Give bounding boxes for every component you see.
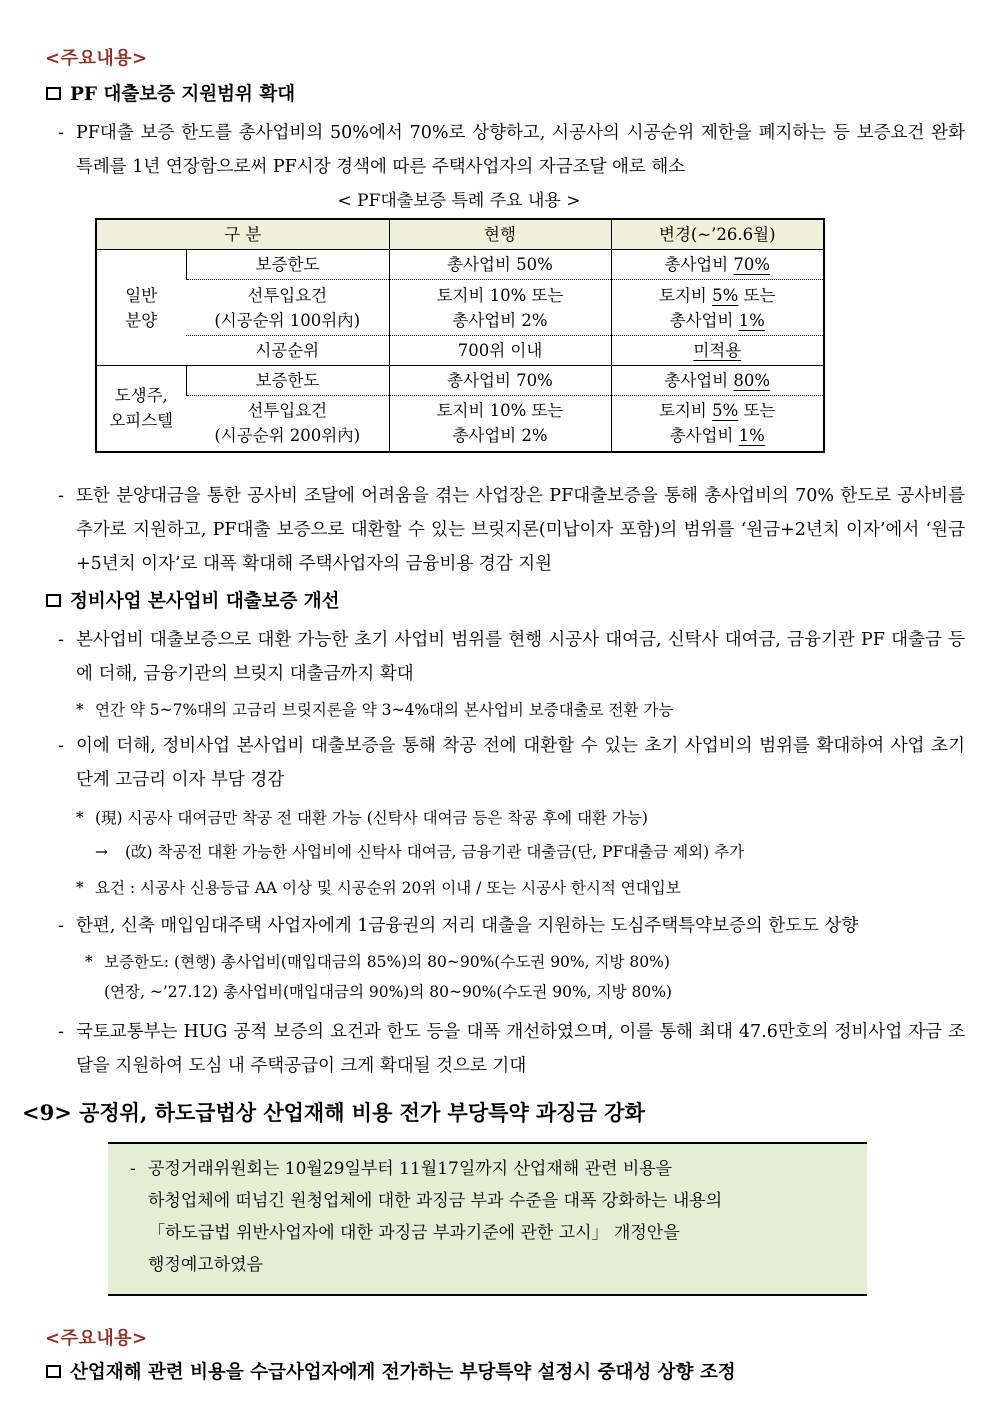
dash-marker: -	[58, 915, 64, 936]
cell-changed: 토지비 5% 또는 총사업비 1%	[611, 280, 824, 336]
star-marker: *	[76, 878, 84, 897]
square-bullet-icon	[46, 1365, 61, 1378]
footnote-text: 연간 약 5~7%대의 고금리 브릿지론을 약 3~4%대의 본사업비 보증대출로 전환 가능	[95, 700, 674, 719]
dash-marker: -	[58, 629, 64, 650]
table-header-row	[96, 219, 824, 250]
heading-text: 정비사업 본사업비 대출보증 개선	[70, 590, 340, 612]
table-row	[96, 280, 824, 336]
paragraph-text: 본사업비 대출보증으로 대환 가능한 초기 사업비 범위를 현행 시공사 대여금, 신탁사 대여금, 금융기관 PF 대출금 등에 더해, 금융기관의 브릿지 대출금까지 확대	[76, 629, 965, 684]
footnote-requirements	[45, 873, 965, 903]
cell-current: 토지비 10% 또는 총사업비 2%	[389, 396, 611, 452]
cell-current: 총사업비 50%	[389, 250, 611, 280]
cell-current: 토지비 10% 또는 총사업비 2%	[389, 280, 611, 336]
footnote-revised-rule	[45, 837, 965, 867]
star-marker: *	[85, 952, 93, 971]
table-header-changed: 변경(~’26.6월)	[611, 219, 824, 250]
dash-marker: -	[58, 1021, 64, 1042]
star-marker: *	[76, 700, 84, 719]
paragraph-text: 국토교통부는 HUG 공적 보증의 요건과 한도 등을 대폭 개선하였으며, 이를 통해 최대 47.6만호의 정비사업 자금 조달을 지원하여 도심 내 주택공급이 크게 확대될 것으로 기대	[76, 1021, 965, 1076]
footnote-guarantee-limit	[45, 947, 965, 1007]
footnote-text: (改) 착공전 대환 가능한 사업비에 신탁사 대여금, 금융기관 대출금(단, PF대출금 제외) 추가	[125, 842, 745, 861]
square-bullet-icon	[46, 594, 61, 607]
dash-marker: -	[130, 1158, 136, 1179]
heading-main-project-cost	[45, 589, 965, 615]
table-row	[96, 396, 824, 452]
table-row	[96, 250, 824, 280]
heading-pf-guarantee-expansion	[45, 82, 965, 108]
cell-changed: 미적용	[611, 336, 824, 366]
footnote-interest-rates	[45, 695, 965, 725]
paragraph-text: 한편, 신축 매입임대주택 사업자에게 1금융권의 저리 대출을 지원하는 도심주택특약보증의 한도도 상향	[76, 915, 859, 936]
paragraph-text: 이에 더해, 정비사업 본사업비 대출보증을 통해 착공 전에 대환할 수 있는 초기 사업비의 범위를 확대하여 사업 초기 단계 고금리 이자 부담 경감	[76, 735, 965, 790]
dash-marker: -	[58, 485, 64, 506]
table-header-current: 현행	[389, 219, 611, 250]
paragraph-pre-construction	[45, 729, 965, 797]
cell-item: 선투입요건 (시공순위 100위內)	[186, 280, 389, 336]
square-bullet-icon	[46, 87, 61, 100]
cell-current: 700위 이내	[389, 336, 611, 366]
group-label-dosaengju-officetel: 도생주, 오피스텔	[96, 366, 186, 452]
section-label-main-content-2: <주요내용>	[45, 1327, 148, 1349]
paragraph-molit-conclusion	[45, 1015, 965, 1083]
cell-item: 보증한도	[186, 366, 389, 396]
star-marker: *	[76, 808, 84, 827]
dash-marker: -	[58, 735, 64, 756]
cell-item: 보증한도	[186, 250, 389, 280]
footnote-current-rule	[45, 803, 965, 833]
footnote-text: 요건 : 시공사 신용등급 AA 이상 및 시공순위 20위 이내 / 또는 시공사 한시적 연대입보	[95, 878, 681, 897]
heading-text: PF 대출보증 지원범위 확대	[70, 84, 296, 105]
dash-marker: -	[58, 123, 64, 143]
cell-item: 시공순위	[186, 336, 389, 366]
footnote-text: 보증한도: (현행) 총사업비(매입대금의 85%)의 80~90%(수도권 90%, 지방 80%) (연장, ~’27.12) 총사업비(매입대금의 90%)의 80~90%(수도권 90%, 지방 80%)	[104, 952, 672, 1001]
green-box-row	[124, 1153, 847, 1281]
heading-industrial-accident	[45, 1360, 965, 1386]
cell-changed: 총사업비 80%	[611, 366, 824, 396]
arrow-marker: →	[95, 842, 108, 861]
pf-guarantee-special-table	[95, 218, 825, 453]
table-header-gubun: 구 분	[96, 219, 389, 250]
section-label-main-content: <주요내용>	[45, 48, 148, 69]
table-caption: < PF대출보증 특례 주요 내용 >	[337, 191, 581, 211]
paragraph-pf-limit	[45, 116, 965, 184]
section9-title: <9> 공정위, 하도급법상 산업재해 비용 전가 부당특약 과징금 강화	[22, 1099, 645, 1125]
paragraph-text: 또한 분양대금을 통한 공사비 조달에 어려움을 겪는 사업장은 PF대출보증을 통해 총사업비의 70% 한도로 공사비를 추가로 지원하고, PF대출 보증으로 대환할 수 있는 브릿지론(미납이자 포함)의 범위를 ‘원금+2년치 이자’에서 ‘원금+5년치 이자’로 대폭 확대해 주택사업자의 금융비용 경감 지원	[76, 485, 965, 574]
group-label-general-sale: 일반 분양	[125, 285, 158, 330]
table-row	[96, 336, 824, 366]
cell-changed: 총사업비 70%	[611, 250, 824, 280]
cell-item: 선투입요건 (시공순위 200위內)	[186, 396, 389, 452]
footnote-text: (現) 시공사 대여금만 착공 전 대환 가능 (신탁사 대여금 등은 착공 후에 대환 가능)	[95, 808, 648, 827]
cell-changed: 토지비 5% 또는 총사업비 1%	[611, 396, 824, 452]
table-row	[96, 366, 824, 396]
cell-current: 총사업비 70%	[389, 366, 611, 396]
paragraph-urban-housing-guarantee	[45, 909, 965, 943]
paragraph-bridge-loan	[45, 479, 965, 581]
paragraph-text: PF대출 보증 한도를 총사업비의 50%에서 70%로 상향하고, 시공사의 시공순위 제한을 폐지하는 등 보증요건 완화 특례를 1년 연장함으로써 PF시장 경색에 따른 주택사업자의 자금조달 애로 해소	[76, 123, 965, 177]
green-note-box	[108, 1142, 867, 1296]
heading-text: 산업재해 관련 비용을 수급사업자에게 전가하는 부당특약 설정시 중대성 상향 조정	[70, 1361, 736, 1383]
green-box-text: 공정거래위원회는 10월29일부터 11월17일까지 산업재해 관련 비용을 하청업체에 떠넘긴 원청업체에 대한 과징금 부과 수준을 대폭 강화하는 내용의 「하도급법 위반사업자에 대한 과징금 부과기준에 관한 고시」 개정안을 행정예고하였음	[148, 1158, 723, 1275]
paragraph-initial-cost-scope	[45, 623, 965, 691]
